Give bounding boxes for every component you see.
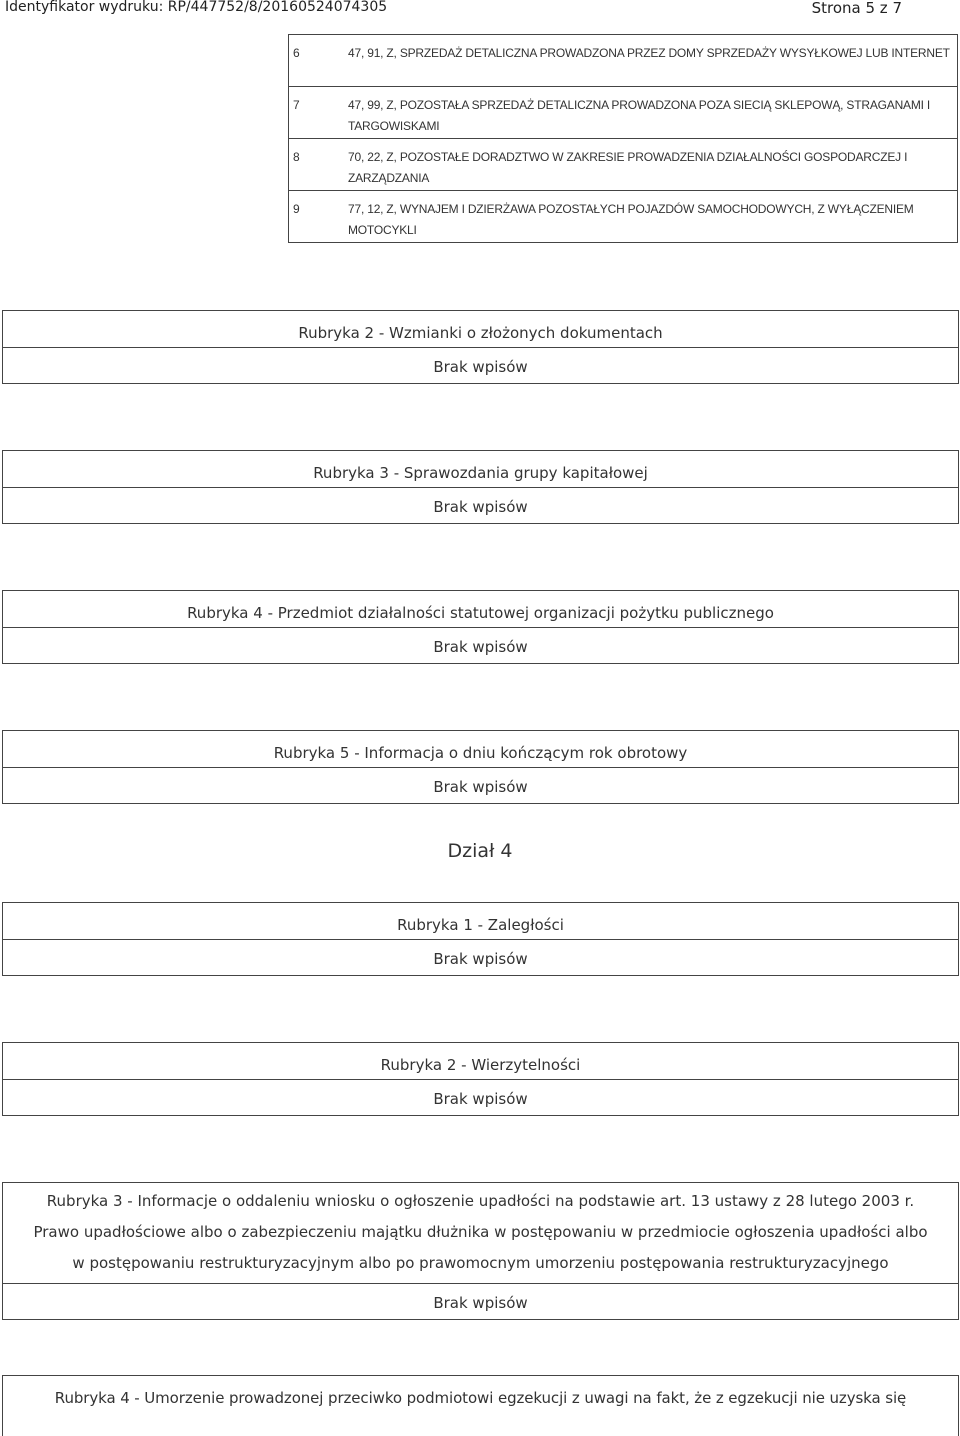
section-title: Rubryka 1 - Zaległości: [3, 903, 958, 940]
section-title: Rubryka 2 - Wierzytelności: [3, 1043, 958, 1080]
row-number: 8: [289, 139, 341, 191]
section-rubryka-2: [2, 310, 959, 384]
activity-description: 47, 91, Z, SPRZEDAŻ DETALICZNA PROWADZONA PRZEZ DOMY SPRZEDAŻY WYSYŁKOWEJ LUB INTERNET: [340, 35, 958, 87]
section-title-line: Prawo upadłościowe albo o zabezpieczeniu majątku dłużnika w postępowaniu w przedmiocie ogłoszenia upadłości albo: [33, 1223, 928, 1241]
section-title: Rubryka 4 - Przedmiot działalności statutowej organizacji pożytku publicznego: [3, 591, 958, 628]
print-identifier: Identyfikator wydruku: RP/447752/8/20160524074305: [5, 0, 388, 15]
row-number: 6: [289, 35, 341, 87]
section-entry: Brak wpisów: [433, 638, 528, 656]
table-row: [289, 191, 958, 243]
section-title: Rubryka 2 - Wzmianki o złożonych dokumentach: [3, 311, 958, 348]
dzial-heading: Dział 4: [447, 840, 513, 862]
section-title: Rubryka 3 - Sprawozdania grupy kapitałowej: [3, 451, 958, 488]
section-title: Rubryka 5 - Informacja o dniu kończącym rok obrotowy: [3, 731, 958, 768]
section-rubryka-4: [2, 590, 959, 664]
section-entry: Brak wpisów: [433, 778, 528, 796]
print-header: [0, 0, 960, 16]
activity-description: 70, 22, Z, POZOSTAŁE DORADZTWO W ZAKRESIE PROWADZENIA DZIAŁALNOŚCI GOSPODARCZEJ I ZARZĄDZANIA: [340, 139, 958, 191]
section-umorzenie-egzekucji: [2, 1375, 959, 1436]
section-title-line: Rubryka 3 - Informacje o oddaleniu wniosku o ogłoszenie upadłości na podstawie art. 13 ustawy z 28 lutego 2003 r.: [46, 1192, 915, 1210]
pkd-activity-table: [288, 34, 958, 243]
section-entry: Brak wpisów: [433, 1090, 528, 1108]
activity-description: 47, 99, Z, POZOSTAŁA SPRZEDAŻ DETALICZNA PROWADZONA POZA SIECIĄ SKLEPOWĄ, STRAGANAMI I TARGOWISKAMI: [340, 87, 958, 139]
section-oddalenie-wniosku: [2, 1182, 959, 1320]
section-title: Rubryka 4 - Umorzenie prowadzonej przeciwko podmiotowi egzekucji z uwagi na fakt, że z egzekucji nie uzyska się: [54, 1389, 907, 1407]
section-entry: Brak wpisów: [433, 950, 528, 968]
page-number: Strona 5 z 7: [811, 0, 902, 17]
section-zaleglosci: [2, 902, 959, 976]
section-entry: Brak wpisów: [433, 498, 528, 516]
table-row: [289, 35, 958, 87]
section-wierzytelnosci: [2, 1042, 959, 1116]
table-row: [289, 87, 958, 139]
section-rubryka-3: [2, 450, 959, 524]
section-title: [3, 1183, 958, 1284]
section-entry: Brak wpisów: [433, 1294, 528, 1312]
table-row: [289, 139, 958, 191]
activity-description: 77, 12, Z, WYNAJEM I DZIERŻAWA POZOSTAŁYCH POJAZDÓW SAMOCHODOWYCH, Z WYŁĄCZENIEM MOTOCYKLI: [340, 191, 958, 243]
section-title-line: w postępowaniu restrukturyzacyjnym albo po prawomocnym umorzeniu postępowania restrukturyzacyjnego: [72, 1254, 889, 1272]
section-rubryka-5: [2, 730, 959, 804]
section-entry: Brak wpisów: [433, 358, 528, 376]
row-number: 9: [289, 191, 341, 243]
row-number: 7: [289, 87, 341, 139]
